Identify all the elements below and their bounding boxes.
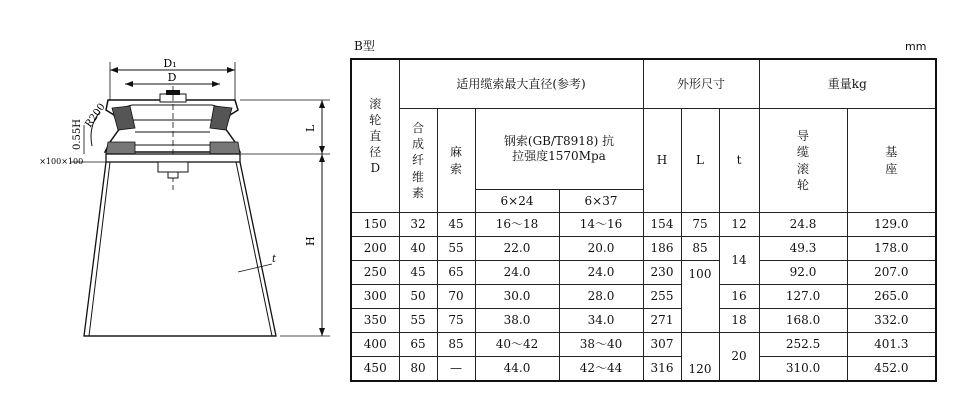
l-label: L (304, 124, 317, 132)
header-6x24: 6×24 (475, 190, 559, 213)
table-cell: 252.5 (759, 333, 847, 357)
table-cell: 265.0 (847, 285, 936, 309)
table-cell: 65 (437, 261, 475, 285)
header-l: L (681, 109, 719, 213)
table-cell: 450 (351, 357, 399, 382)
table-cell: 38～40 (559, 333, 643, 357)
table-cell: 127.0 (759, 285, 847, 309)
header-synthetic: 合成纤维素 (399, 109, 437, 213)
table-cell: 186 (643, 237, 681, 261)
table-type-label: B型 (354, 39, 375, 53)
table-cell: 40 (399, 237, 437, 261)
table-row (351, 261, 936, 285)
table-cell: 44.0 (475, 357, 559, 382)
table-cell: 332.0 (847, 309, 936, 333)
table-cell: 65 (399, 333, 437, 357)
table-cell: 92.0 (759, 261, 847, 285)
table-cell: 30.0 (475, 285, 559, 309)
header-dims-group: 外形尺寸 (643, 59, 759, 109)
t-label: t (272, 254, 277, 265)
table-cell: 154 (643, 213, 681, 237)
table-cell: 100 (681, 261, 719, 333)
table-cell: 316 (643, 357, 681, 382)
table-cell: 255 (643, 285, 681, 309)
plate-label: t×100×100 (40, 157, 84, 166)
table-cell: 40～42 (475, 333, 559, 357)
table-cell: 42～44 (559, 357, 643, 382)
table-row (351, 213, 936, 237)
table-cell: 24.0 (559, 261, 643, 285)
table-cell: 401.3 (847, 333, 936, 357)
table-cell: 207.0 (847, 261, 936, 285)
header-h: H (643, 109, 681, 213)
table-cell: 16～18 (475, 213, 559, 237)
header-base: 基座 (847, 109, 936, 213)
conical-base (84, 162, 276, 336)
table-cell: 24.8 (759, 213, 847, 237)
header-t: t (719, 109, 759, 213)
table-row (351, 309, 936, 333)
table-cell: 45 (437, 213, 475, 237)
table-cell: 38.0 (475, 309, 559, 333)
table-cell: — (437, 357, 475, 382)
table-row (351, 237, 936, 261)
header-6x37: 6×37 (559, 190, 643, 213)
table-cell: 55 (437, 237, 475, 261)
header-steel: 钢索(GB/T8918) 抗拉强度1570Mpa (475, 109, 643, 190)
table-cell: 150 (351, 213, 399, 237)
h055-label: 0.55H (72, 119, 83, 150)
table-cell: 32 (399, 213, 437, 237)
header-hemp: 麻索 (437, 109, 475, 213)
table-cell: 18 (719, 309, 759, 333)
table-cell: 12 (719, 213, 759, 237)
table-cell: 49.3 (759, 237, 847, 261)
unit-label: mm (905, 40, 927, 53)
table-cell: 24.0 (475, 261, 559, 285)
header-roller-diameter: 滚轮直径D (351, 59, 399, 213)
fairlead-roller-drawing (40, 50, 350, 370)
table-cell: 16 (719, 285, 759, 309)
h-label: H (304, 236, 317, 246)
table-row (351, 333, 936, 357)
table-cell: 14 (719, 237, 759, 285)
table-cell: 200 (351, 237, 399, 261)
table-cell: 55 (399, 309, 437, 333)
table-cell: 230 (643, 261, 681, 285)
table-cell: 80 (399, 357, 437, 382)
table-cell: 250 (351, 261, 399, 285)
table-row (351, 285, 936, 309)
table-cell: 400 (351, 333, 399, 357)
base-flange (106, 154, 240, 162)
header-roller: 导缆滚轮 (759, 109, 847, 213)
header-weight-group: 重量kg (759, 59, 936, 109)
table-cell: 271 (643, 309, 681, 333)
table-cell: 178.0 (847, 237, 936, 261)
table-cell: 452.0 (847, 357, 936, 382)
table-cell: 20.0 (559, 237, 643, 261)
technical-drawing (40, 50, 350, 370)
spec-table (350, 58, 937, 382)
table-cell: 34.0 (559, 309, 643, 333)
table-cell: 307 (643, 333, 681, 357)
d-label: D (167, 71, 177, 84)
table-cell: 129.0 (847, 213, 936, 237)
table-cell: 28.0 (559, 285, 643, 309)
table-cell: 14～16 (559, 213, 643, 237)
table-cell: 70 (437, 285, 475, 309)
table-cell: 45 (399, 261, 437, 285)
table-cell: 350 (351, 309, 399, 333)
table-cell: 300 (351, 285, 399, 309)
table-cell: 168.0 (759, 309, 847, 333)
table-cell: 50 (399, 285, 437, 309)
table-cell: 75 (437, 309, 475, 333)
table-cell: 85 (437, 333, 475, 357)
table-cell: 22.0 (475, 237, 559, 261)
table-row (351, 357, 936, 382)
table-cell: 20 (719, 333, 759, 382)
table-cell: 85 (681, 237, 719, 261)
d1-label: D₁ (163, 57, 177, 70)
header-rope-group: 适用缆索最大直径(参考) (399, 59, 643, 109)
r-label: R200 (83, 101, 108, 130)
table-cell: 310.0 (759, 357, 847, 382)
table-cell: 120 (681, 333, 719, 382)
table-cell: 75 (681, 213, 719, 237)
